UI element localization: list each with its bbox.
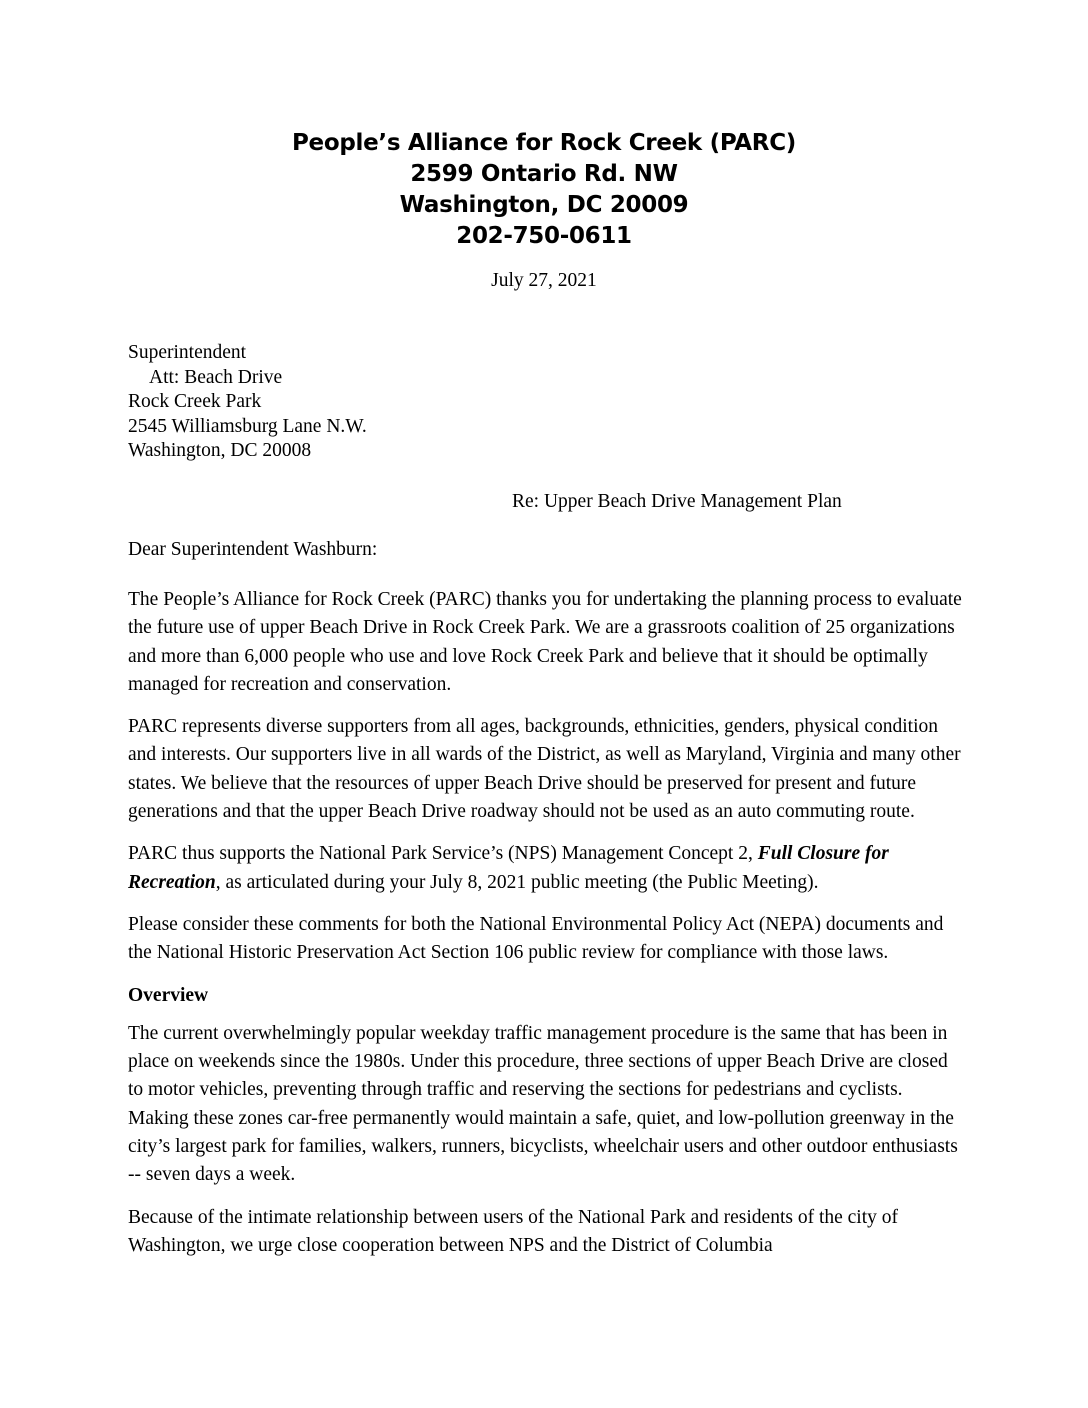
letter-date: July 27, 2021 (491, 270, 597, 291)
letterhead-city: Washington, DC 20009 (399, 192, 689, 218)
letterhead-org-name: People’s Alliance for Rock Creek (PARC) (291, 130, 796, 156)
letter-body (128, 586, 963, 1274)
paragraph-support-concept (128, 840, 963, 897)
recipient-title: Superintendent (128, 342, 247, 363)
recipient-attention: Att: Beach Drive (149, 366, 283, 388)
recipient-park: Rock Creek Park (128, 391, 262, 412)
recipient-address (128, 341, 367, 464)
letterhead (0, 128, 1088, 252)
concept-emphasis: Full Closure for Recreation (128, 843, 889, 893)
salutation: Dear Superintendent Washburn: (128, 539, 378, 560)
subject-line: Re: Upper Beach Drive Management Plan (512, 491, 842, 512)
paragraph-overview: The current overwhelmingly popular weekday traffic management procedure is the same that has been in place on weekends since the 1980s. Under this procedure, three sections of upper Beach Drive are closed to motor vehicles, preventing through traffic and reserving the sections for pedestrians and cyclists. Making these zones car-free permanently would maintain a safe, quiet, and low-pollution greenway in the city’s largest park for families, walkers, runners, bicyclists, wheelchair users and other outdoor enthusiasts -- seven days a week. (128, 1022, 958, 1186)
paragraph-support-concept-end: , as articulated during your July 8, 2021 public meeting (the Public Meeting). (215, 871, 819, 893)
letterhead-street: 2599 Ontario Rd. NW (410, 161, 678, 187)
overview-heading: Overview (128, 984, 209, 1006)
paragraph-intro: The People’s Alliance for Rock Creek (PARC) thanks you for undertaking the planning process to evaluate the future use of upper Beach Drive in Rock Creek Park. We are a grassroots coalition of 25 organizations and more than 6,000 people who use and love Rock Creek Park and believe that it should be optimally managed for recreation and conservation. (128, 589, 962, 695)
paragraph-nepa: Please consider these comments for both the National Environmental Policy Act (NEPA) documents and the National Historic Preservation Act Section 106 public review for compliance with those laws. (128, 913, 944, 964)
paragraph-support-concept-start: PARC thus supports the National Park Service’s (NPS) Management Concept 2, (128, 843, 758, 865)
recipient-street: 2545 Williamsburg Lane N.W. (128, 415, 367, 437)
recipient-city: Washington, DC 20008 (128, 440, 312, 461)
paragraph-supporters: PARC represents diverse supporters from all ages, backgrounds, ethnicities, genders, physical condition and interests. Our supporters live in all wards of the District, as well as Maryland, Virginia and many other states. We believe that the resources of upper Beach Drive should be preserved for present and future generations and that the upper Beach Drive roadway should not be used as an auto commuting route. (128, 716, 961, 823)
letterhead-phone: 202-750-0611 (456, 223, 632, 249)
paragraph-cooperation: Because of the intimate relationship between users of the National Park and residents of the city of Washington, we urge close cooperation between NPS and the District of Columbia (128, 1206, 899, 1256)
